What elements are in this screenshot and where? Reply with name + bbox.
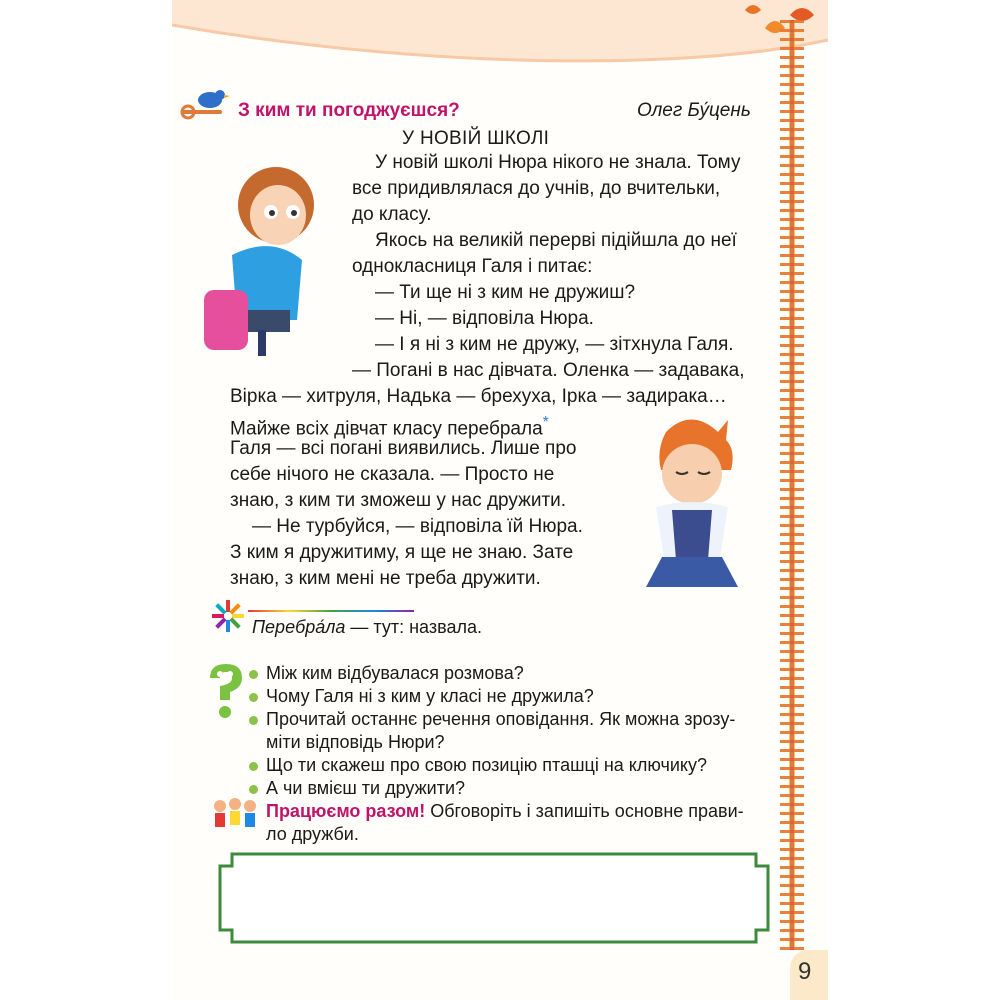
group-task <box>266 800 744 822</box>
question-item: Що ти скажеш про свою позицію пташці на ключику? <box>266 755 707 775</box>
answer-box[interactable] <box>218 852 770 944</box>
question-bullet <box>249 693 258 702</box>
header-swoosh <box>172 0 828 90</box>
question-bullet <box>249 670 258 679</box>
footnote-mark: * <box>542 414 549 431</box>
color-star-icon <box>210 598 246 634</box>
story-line: однокласниця Галя і питає: <box>352 256 593 277</box>
story-line: — Не турбуйся, — відповіла їй Нюра. <box>252 516 583 537</box>
girl-galya-illustration <box>636 412 748 592</box>
question-bullet <box>249 785 258 794</box>
question-item: Прочитай останнє речення оповідання. Як можна зрозу- <box>266 709 736 729</box>
story-line: — Погані в нас дівчата. Оленка — задавака, <box>352 360 745 381</box>
girl-nyura-illustration <box>196 160 330 360</box>
story-line: — Ні, — відповіла Нюра. <box>375 308 594 329</box>
story-line: все придивлялася до учнів, до вчительки, <box>352 178 721 199</box>
page-number-tab <box>790 950 828 1000</box>
story-line: себе нічого не сказала. — Просто не <box>230 464 555 485</box>
story-line: Вірка — хитруля, Надька — брехуха, Ірка — задирака… <box>230 386 727 407</box>
story-line: З ким я дружитиму, я ще не знаю. Зате <box>230 542 574 563</box>
question-item: Між ким відбувалася розмова? <box>266 663 524 683</box>
story-line: — І я ні з ким не дружу, — зітхнула Галя. <box>375 334 734 355</box>
bird-on-key-icon <box>180 86 232 122</box>
glossary-word: Перебра́ла <box>252 617 346 637</box>
story-line: Галя — всі погані виявились. Лише про <box>230 438 577 459</box>
question-bullet <box>249 716 258 725</box>
story-line: — Ти ще ні з ким не дружиш? <box>375 282 636 303</box>
question-item: А чи вмієш ти дружити? <box>266 778 466 798</box>
page-number: 9 <box>798 958 812 985</box>
story-line: Якось на великій перерві підійшла до неї <box>375 230 737 251</box>
glossary-divider <box>248 610 414 612</box>
section-heading: З ким ти погоджуєшся? <box>238 100 460 121</box>
question-item: Чому Галя ні з ким у класі не дружила? <box>266 686 594 706</box>
story-line: знаю, з ким ти зможеш у нас дружити. <box>230 490 567 511</box>
group-task-label: Працюємо разом! <box>266 801 426 821</box>
group-task-text-continued: ло дружби. <box>266 824 359 844</box>
children-group-icon <box>210 796 260 836</box>
story-line: до класу. <box>352 204 432 225</box>
glossary-definition: — тут: назвала. <box>345 617 482 637</box>
ornament-border <box>780 20 804 950</box>
story-line: Майже всіх дівчат класу перебрала* <box>230 414 549 440</box>
question-mark-icon <box>204 662 244 720</box>
question-bullet <box>249 762 258 771</box>
author-name: Олег Бу́цень <box>637 100 751 121</box>
group-task-text: Обговоріть і запишіть основне прави- <box>425 801 744 821</box>
glossary-entry <box>252 616 482 638</box>
story-line: У новій школі Нюра нікого не знала. Тому <box>375 152 741 173</box>
question-item-continued: міти відповідь Нюри? <box>266 732 445 752</box>
story-title: У НОВІЙ ШКОЛІ <box>402 128 550 149</box>
story-line: знаю, з ким мені не треба дружити. <box>230 568 541 589</box>
